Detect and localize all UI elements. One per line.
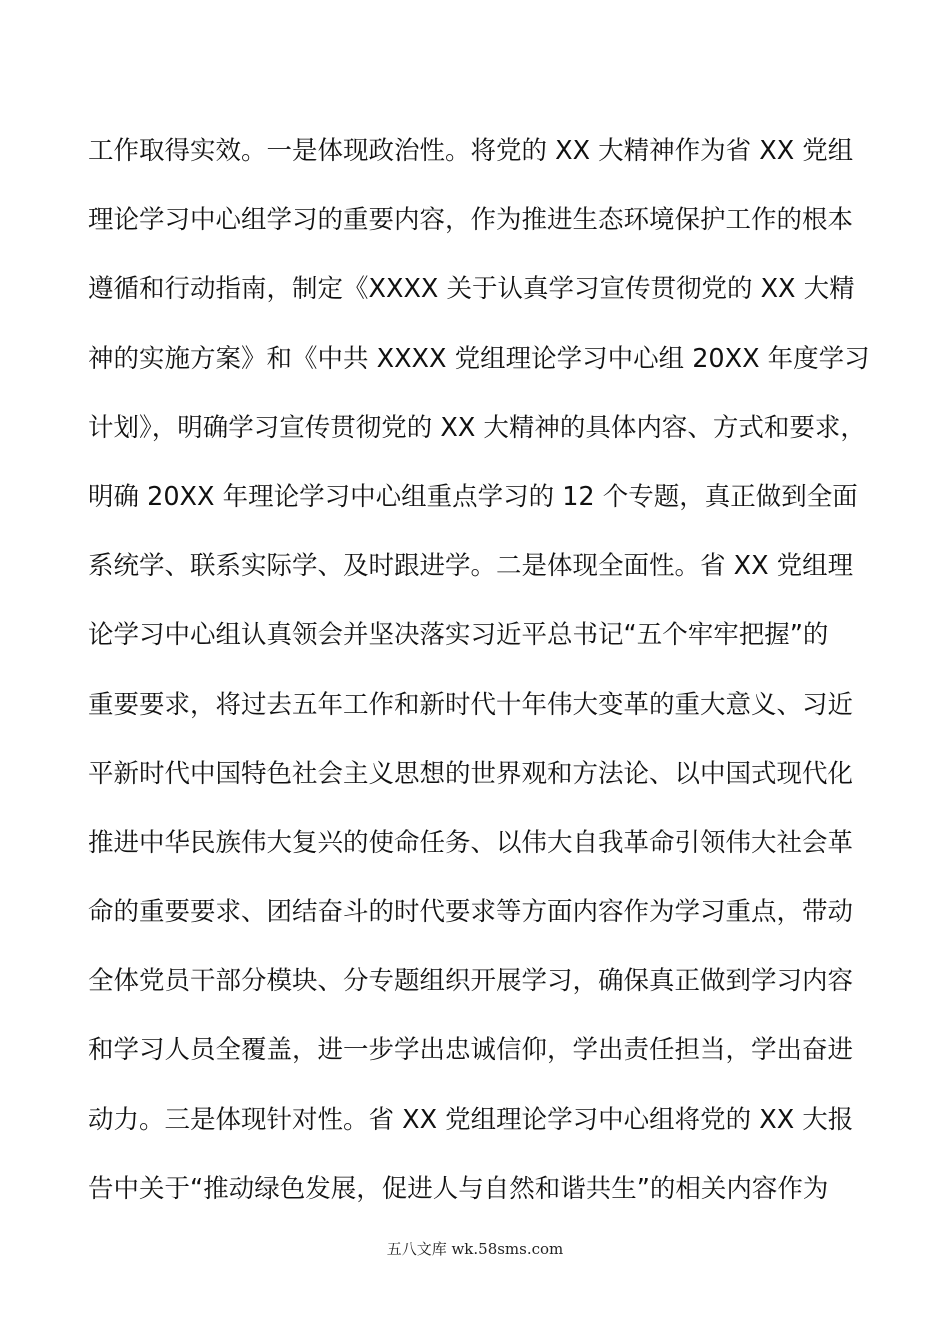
- text-line: 推进中华民族伟大复兴的使命任务、以伟大自我革命引领伟大社会革: [88, 827, 854, 858]
- text-line: 和学习人员全覆盖，进一步学出忠诚信仰，学出责任担当，学出奋进: [88, 1035, 854, 1066]
- text-line: 遵循和行动指南，制定《XXXX 关于认真学习宣传贯彻党的 XX 大精: [88, 274, 855, 305]
- text-line: 理论学习中心组学习的重要内容，作为推进生态环境保护工作的根本: [88, 205, 854, 236]
- page-footer: 五八文库 wk.58sms.com: [386, 1240, 564, 1258]
- text-line: 明确 20XX 年理论学习中心组重点学习的 12 个专题，真正做到全面: [88, 481, 858, 512]
- text-line: 平新时代中国特色社会主义思想的世界观和方法论、以中国式现代化: [88, 758, 854, 789]
- text-line: 告中关于“推动绿色发展，促进人与自然和谐共生”的相关内容作为: [88, 1173, 829, 1204]
- text-line: 系统学、联系实际学、及时跟进学。二是体现全面性。省 XX 党组理: [88, 551, 854, 582]
- text-line: 重要要求，将过去五年工作和新时代十年伟大变革的重大意义、习近: [88, 689, 854, 720]
- text-line: 神的实施方案》和《中共 XXXX 党组理论学习中心组 20XX 年度学习: [88, 343, 870, 374]
- text-line: 动力。三是体现针对性。省 XX 党组理论学习中心组将党的 XX 大报: [88, 1104, 854, 1135]
- text-line: 命的重要要求、团结奋斗的时代要求等方面内容作为学习重点，带动: [88, 897, 854, 928]
- text-line: 工作取得实效。一是体现政治性。将党的 XX 大精神作为省 XX 党组: [88, 136, 854, 166]
- text-line: 论学习中心组认真领会并坚决落实习近平总书记“五个牢牢把握”的: [88, 620, 829, 651]
- body-text: [88, 127, 878, 1234]
- text-line: 全体党员干部分模块、分专题组织开展学习，确保真正做到学习内容: [88, 966, 854, 997]
- text-line: 计划》，明确学习宣传贯彻党的 XX 大精神的具体内容、方式和要求，: [88, 412, 866, 443]
